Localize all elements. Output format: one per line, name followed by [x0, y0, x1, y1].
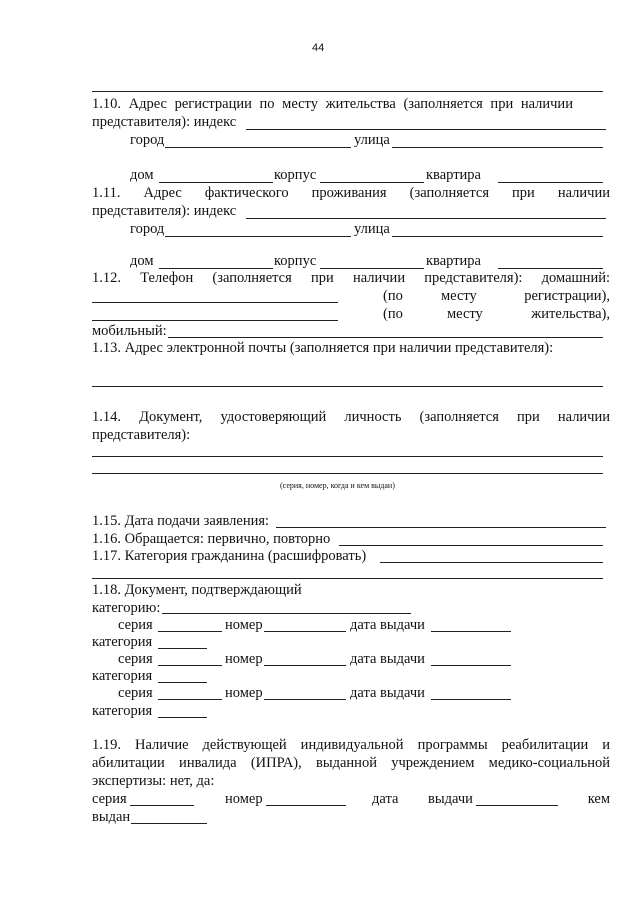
- s110-building-field[interactable]: [320, 182, 424, 183]
- s112-mobile-label: мобильный:: [92, 323, 167, 339]
- s118-series-field-2[interactable]: [158, 665, 222, 666]
- s116-label: 1.16. Обращается: первично, повторно: [92, 531, 331, 547]
- s112-res-c: жительства),: [531, 306, 610, 322]
- s118-number-label-3: номер: [225, 685, 263, 701]
- s111-city-label: город: [130, 221, 165, 237]
- s112-res-b: месту: [447, 306, 483, 322]
- s114-document-field-2[interactable]: [92, 473, 603, 474]
- s119-line3: экспертизы: нет, да:: [92, 773, 215, 789]
- s118-category-field-2[interactable]: [158, 682, 207, 683]
- s110-apartment-field[interactable]: [498, 182, 603, 183]
- s110-street-label: улица: [354, 132, 390, 148]
- s112-mobile-field[interactable]: [168, 337, 603, 338]
- s118-date-label-1: дата выдачи: [350, 617, 425, 633]
- s113-line1: 1.13. Адрес электронной почты (заполняется при наличии представителя):: [92, 340, 554, 356]
- s112-reg-c: регистрации),: [524, 288, 610, 304]
- s110-city-field[interactable]: [165, 147, 351, 148]
- s110-building-label: корпус: [274, 167, 317, 183]
- s113-email-field[interactable]: [92, 386, 603, 387]
- s111-house-label: дом: [130, 253, 154, 269]
- s118-category-label-2: категория: [92, 668, 153, 684]
- s112-home-phone-reg-field[interactable]: [92, 302, 338, 303]
- s112-home-phone-res-field[interactable]: [92, 320, 338, 321]
- s110-house-field[interactable]: [159, 182, 273, 183]
- s118-number-field-2[interactable]: [264, 665, 346, 666]
- s114-line2: представителя):: [92, 427, 191, 443]
- s111-house-field[interactable]: [159, 268, 273, 269]
- s111-line1: 1.11. Адрес фактического проживания (заполняется при наличии: [92, 185, 610, 201]
- page-number: 44: [312, 42, 325, 54]
- s111-index-field[interactable]: [246, 218, 606, 219]
- s112-line1: 1.12. Телефон (заполняется при наличии представителя): домашний:: [92, 270, 610, 286]
- s111-building-field[interactable]: [320, 268, 424, 269]
- s119-date-field[interactable]: [476, 805, 558, 806]
- s118-date-field-3[interactable]: [431, 699, 511, 700]
- s118-number-label-2: номер: [225, 651, 263, 667]
- s118-category-field-1[interactable]: [158, 648, 207, 649]
- s112-reg-b: месту: [441, 288, 477, 304]
- s119-number-label: номер: [225, 791, 263, 807]
- s110-city-label: город: [130, 132, 165, 148]
- s118-line1: 1.18. Документ, подтверждающий: [92, 582, 302, 598]
- s119-date-label: дата: [372, 791, 399, 807]
- s111-city-field[interactable]: [165, 236, 351, 237]
- s117-category-field[interactable]: [380, 562, 603, 563]
- s116-field[interactable]: [339, 545, 603, 546]
- s119-issued-field[interactable]: [131, 823, 207, 824]
- section-1-10-heading: [92, 96, 610, 113]
- s110-apartment-label: квартира: [426, 167, 481, 183]
- s118-category-field[interactable]: [162, 613, 411, 614]
- s119-line2: абилитации инвалида (ИПРА), выданной учреждением медико-социальной: [92, 755, 610, 771]
- s110-house-label: дом: [130, 167, 154, 183]
- s119-series-field[interactable]: [130, 805, 194, 806]
- s115-date-field[interactable]: [276, 527, 606, 528]
- s118-series-field-3[interactable]: [158, 699, 222, 700]
- s110-index-field[interactable]: [246, 129, 606, 130]
- s118-date-label-2: дата выдачи: [350, 651, 425, 667]
- s112-res-a: (по: [383, 306, 403, 322]
- s111-street-field[interactable]: [392, 236, 603, 237]
- s118-line2: категорию:: [92, 600, 161, 616]
- s118-date-label-3: дата выдачи: [350, 685, 425, 701]
- s118-number-label-1: номер: [225, 617, 263, 633]
- s114-line1: 1.14. Документ, удостоверяющий личность (заполняется при наличии: [92, 409, 610, 425]
- s117-category-field-2[interactable]: [92, 578, 603, 579]
- s118-date-field-1[interactable]: [431, 631, 511, 632]
- s114-document-field-1[interactable]: [92, 456, 603, 457]
- s110-line1: 1.10. Адрес регистрации по месту жительства (заполняется при наличии: [92, 96, 573, 112]
- s118-number-field-3[interactable]: [264, 699, 346, 700]
- s115-label: 1.15. Дата подачи заявления:: [92, 513, 270, 529]
- top-rule: [92, 91, 603, 92]
- s111-street-label: улица: [354, 221, 390, 237]
- s118-category-label-1: категория: [92, 634, 153, 650]
- s111-apartment-field[interactable]: [498, 268, 603, 269]
- s118-series-label-1: серия: [118, 617, 153, 633]
- s114-caption: (серия, номер, когда и кем выдан): [280, 481, 395, 490]
- s118-category-label-3: категория: [92, 703, 153, 719]
- s118-series-field-1[interactable]: [158, 631, 222, 632]
- s119-issued-word: выдачи: [428, 791, 473, 807]
- s118-series-label-2: серия: [118, 651, 153, 667]
- s111-apartment-label: квартира: [426, 253, 481, 269]
- s119-number-field[interactable]: [266, 805, 346, 806]
- s119-issued-label: выдан: [92, 809, 131, 825]
- s117-label: 1.17. Категория гражданина (расшифровать): [92, 548, 367, 564]
- s118-series-label-3: серия: [118, 685, 153, 701]
- s118-category-field-3[interactable]: [158, 717, 207, 718]
- s111-index-label: представителя): индекс: [92, 203, 237, 219]
- s119-series-label: серия: [92, 791, 127, 807]
- s118-date-field-2[interactable]: [431, 665, 511, 666]
- s119-by-whom-label: кем: [587, 791, 610, 807]
- s119-line1: 1.19. Наличие действующей индивидуальной программы реабилитации и: [92, 737, 610, 753]
- s110-index-label: представителя): индекс: [92, 114, 237, 130]
- s111-building-label: корпус: [274, 253, 317, 269]
- s112-reg-a: (по: [383, 288, 403, 304]
- s110-street-field[interactable]: [392, 147, 603, 148]
- s118-number-field-1[interactable]: [264, 631, 346, 632]
